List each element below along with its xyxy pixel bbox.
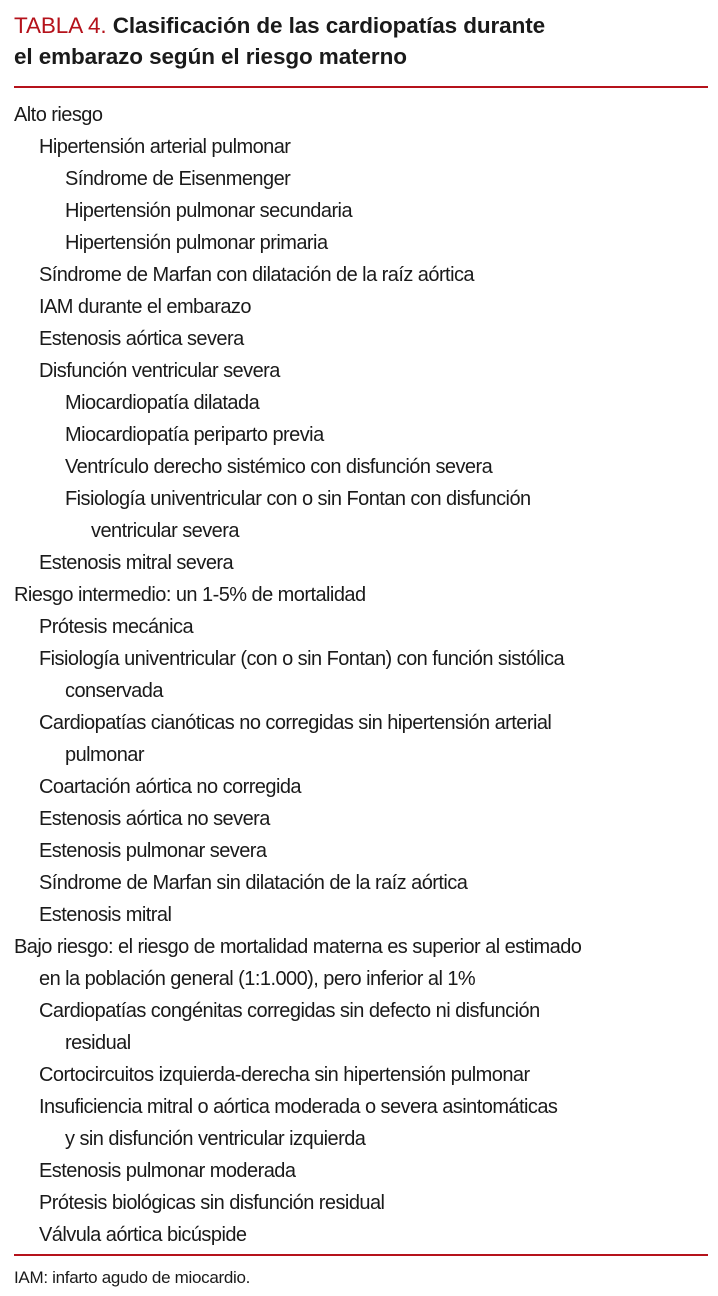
top-divider — [14, 86, 708, 88]
list-item: Fisiología univentricular con o sin Fontan con disfunción — [65, 488, 531, 510]
list-item-continuation: residual — [65, 1032, 131, 1054]
list-item-continuation: en la población general (1:1.000), pero inferior al 1% — [39, 968, 476, 990]
table-title — [14, 10, 704, 72]
risk-classification-list — [14, 99, 708, 1251]
list-item: Síndrome de Marfan sin dilatación de la raíz aórtica — [39, 872, 468, 894]
list-item-continuation: y sin disfunción ventricular izquierda — [65, 1128, 366, 1150]
list-item: Fisiología univentricular (con o sin Fontan) con función sistólica — [39, 648, 565, 670]
list-item-continuation: ventricular severa — [91, 520, 239, 542]
list-item: Válvula aórtica bicúspide — [39, 1224, 247, 1246]
table-title-text-2: el embarazo según el riesgo materno — [14, 44, 407, 69]
footnote: IAM: infarto agudo de miocardio. — [14, 1268, 251, 1287]
list-item: Prótesis biológicas sin disfunción residual — [39, 1192, 385, 1214]
list-item: Estenosis aórtica severa — [39, 328, 244, 350]
list-item: Estenosis pulmonar moderada — [39, 1160, 296, 1182]
table-title-line-1 — [14, 10, 704, 41]
list-item: Miocardiopatía dilatada — [65, 392, 260, 414]
list-item: Ventrículo derecho sistémico con disfunción severa — [65, 456, 493, 478]
list-item: Síndrome de Eisenmenger — [65, 168, 291, 190]
table-title-text-1: Clasificación de las cardiopatías durante — [112, 13, 546, 38]
list-item: Hipertensión pulmonar secundaria — [65, 200, 353, 222]
list-item: Cardiopatías congénitas corregidas sin defecto ni disfunción — [39, 1000, 540, 1022]
risk-category-heading: Bajo riesgo: el riesgo de mortalidad materna es superior al estimado — [14, 936, 582, 958]
list-item: Coartación aórtica no corregida — [39, 776, 301, 798]
list-item: Insuficiencia mitral o aórtica moderada o severa asintomáticas — [39, 1096, 558, 1118]
list-item: Estenosis aórtica no severa — [39, 808, 270, 830]
list-item: Disfunción ventricular severa — [39, 360, 280, 382]
list-item: Síndrome de Marfan con dilatación de la raíz aórtica — [39, 264, 474, 286]
bottom-divider — [14, 1254, 708, 1256]
list-item: Estenosis pulmonar severa — [39, 840, 267, 862]
list-item: Hipertensión pulmonar primaria — [65, 232, 328, 254]
risk-category-heading: Riesgo intermedio: un 1-5% de mortalidad — [14, 584, 366, 606]
list-item: Miocardiopatía periparto previa — [65, 424, 324, 446]
list-item: Cortocircuitos izquierda-derecha sin hipertensión pulmonar — [39, 1064, 530, 1086]
list-item-continuation: pulmonar — [65, 744, 144, 766]
list-item-continuation: conservada — [65, 680, 163, 702]
list-item: Prótesis mecánica — [39, 616, 194, 638]
list-item: Cardiopatías cianóticas no corregidas sin hipertensión arterial — [39, 712, 552, 734]
list-item: IAM durante el embarazo — [39, 296, 251, 318]
list-item: Estenosis mitral — [39, 904, 172, 926]
list-item: Estenosis mitral severa — [39, 552, 234, 574]
list-item: Hipertensión arterial pulmonar — [39, 136, 291, 158]
table-number: TABLA 4. — [14, 13, 107, 38]
risk-category-heading: Alto riesgo — [14, 104, 103, 126]
